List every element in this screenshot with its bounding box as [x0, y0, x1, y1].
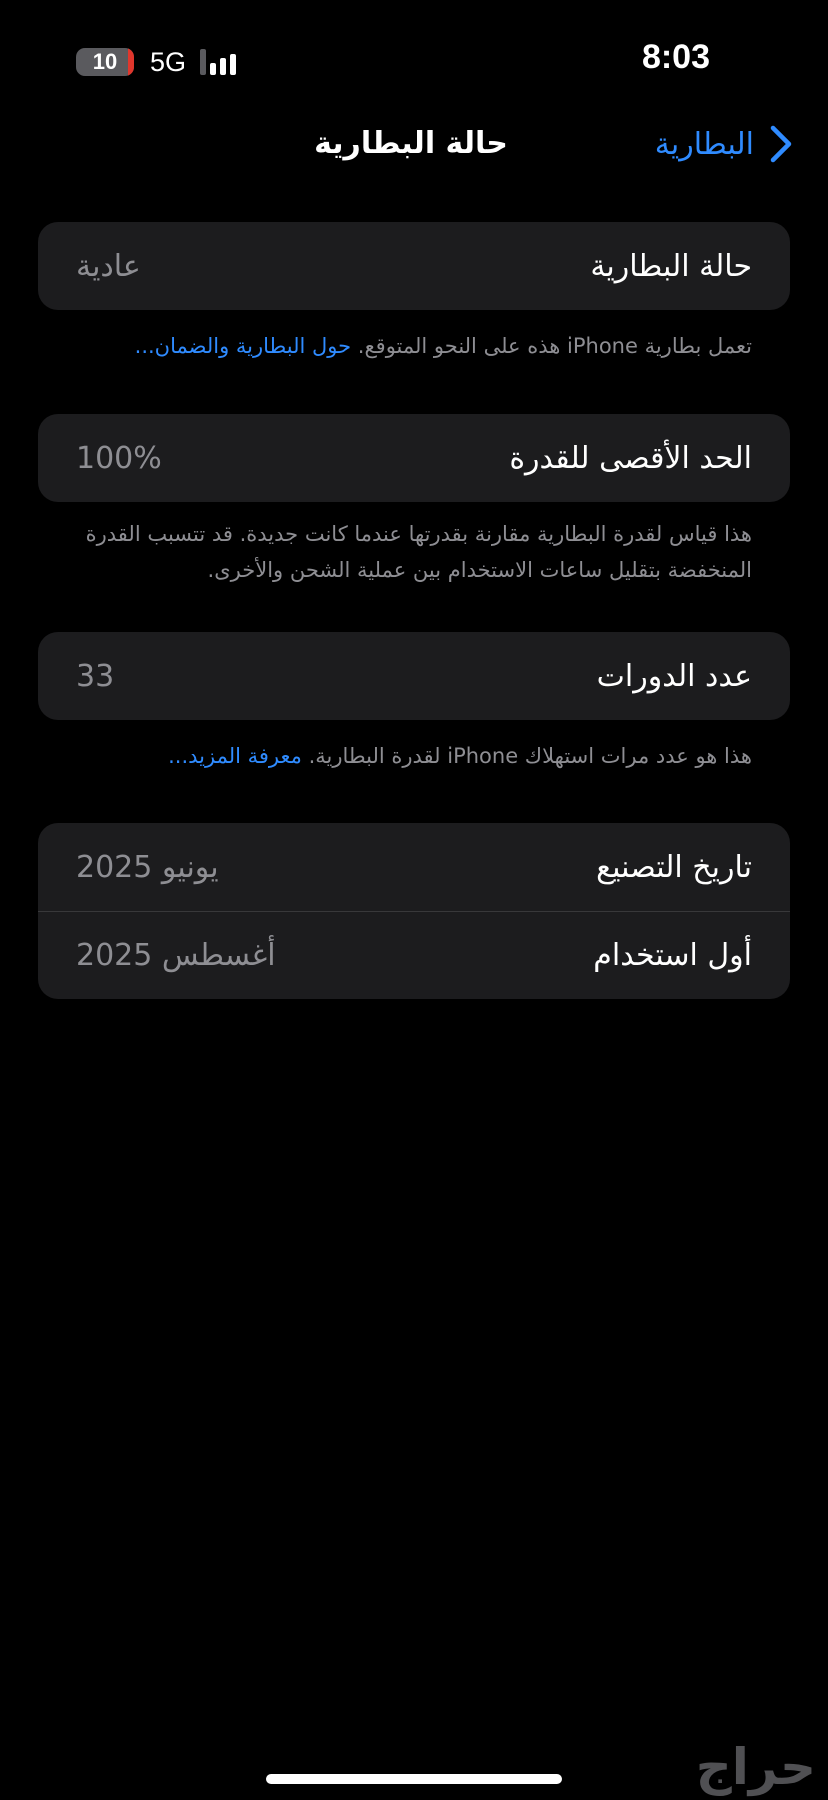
manufacture-date-label: تاريخ التصنيع	[596, 849, 752, 885]
signal-bar	[210, 63, 216, 75]
manufacture-date-value: يونيو 2025	[76, 849, 219, 885]
status-time: 8:03	[641, 38, 710, 76]
back-button[interactable]	[655, 124, 794, 164]
max-capacity-footnote-text: هذا قياس لقدرة البطارية مقارنة بقدرتها عندما كانت جديدة. قد تتسبب القدرة المنخفضة بتقليل ساعات الاستخدام بين عملية الشحن والأخرى.	[85, 522, 752, 582]
first-use-row	[38, 911, 790, 999]
signal-bar	[220, 58, 226, 75]
battery-health-footnote	[76, 328, 752, 364]
cycle-count-footnote	[76, 738, 752, 774]
cycle-count-row	[38, 632, 790, 720]
cycle-count-footnote-text: هذا هو عدد مرات استهلاك iPhone لقدرة البطارية.	[308, 744, 752, 768]
battery-health-footnote-text: تعمل بطارية iPhone هذه على النحو المتوقع.	[357, 334, 752, 358]
max-capacity-value: 100%	[76, 440, 162, 476]
battery-icon	[76, 48, 134, 76]
max-capacity-row	[38, 414, 790, 502]
home-indicator[interactable]	[266, 1774, 562, 1784]
first-use-value: أغسطس 2025	[76, 937, 276, 973]
network-type: 5G	[150, 46, 187, 77]
battery-level-fill	[128, 48, 134, 76]
first-use-label: أول استخدام	[593, 937, 752, 973]
status-indicators	[76, 44, 236, 80]
status-bar	[0, 0, 828, 110]
signal-strength-icon	[200, 49, 236, 75]
max-capacity-label: الحد الأقصى للقدرة	[509, 440, 752, 476]
watermark-logo: حراج	[695, 1738, 816, 1796]
battery-health-row	[38, 222, 790, 310]
battery-health-group	[38, 222, 790, 310]
chevron-right-icon	[768, 124, 794, 164]
page-title: حالة البطارية	[314, 126, 508, 161]
battery-health-value: عادية	[76, 248, 141, 284]
signal-bar	[200, 49, 206, 75]
battery-level: 10	[92, 49, 118, 74]
learn-more-link[interactable]: معرفة المزيد...	[168, 744, 302, 768]
manufacture-date-row	[38, 823, 790, 911]
max-capacity-footnote	[76, 516, 752, 588]
battery-dates-group	[38, 823, 790, 999]
cycle-count-group	[38, 632, 790, 720]
signal-bar	[230, 54, 236, 75]
back-button-label: البطارية	[654, 126, 754, 162]
battery-health-label: حالة البطارية	[590, 248, 752, 284]
navigation-bar	[0, 120, 828, 180]
cycle-count-label: عدد الدورات	[596, 658, 752, 694]
cycle-count-value: 33	[76, 658, 115, 694]
max-capacity-group	[38, 414, 790, 502]
battery-warranty-link[interactable]: حول البطارية والضمان...	[134, 334, 352, 358]
